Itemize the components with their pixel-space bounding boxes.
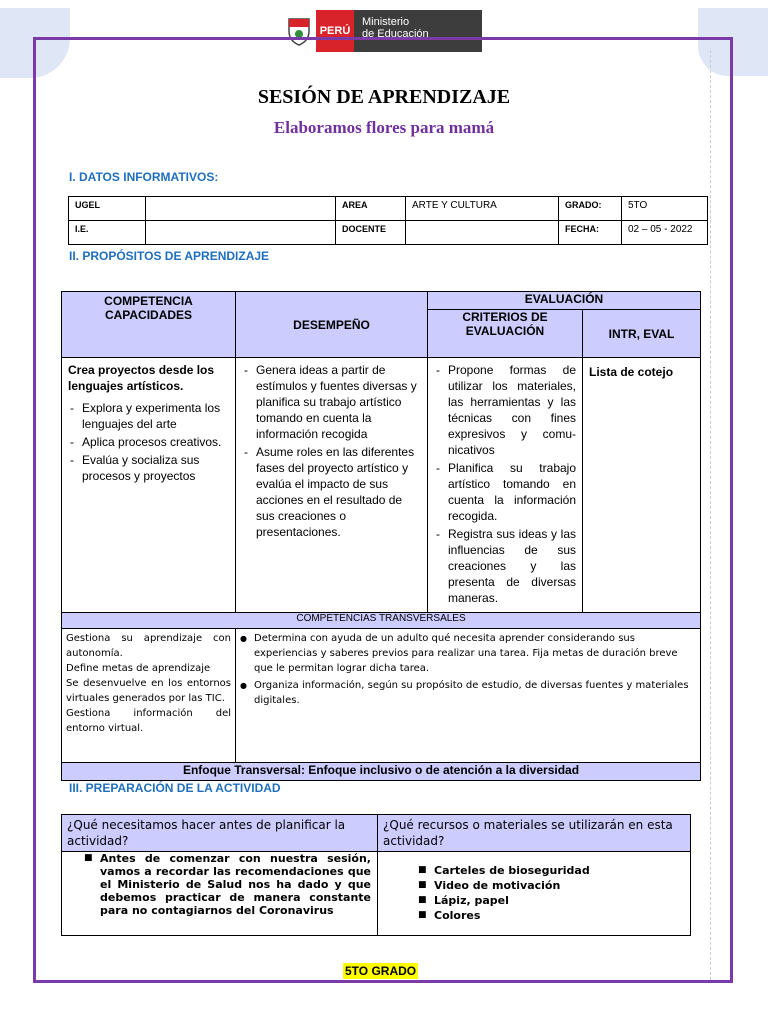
docente-value xyxy=(406,221,559,245)
ugel-value xyxy=(146,197,336,221)
page-title: SESIÓN DE APRENDIZAJE xyxy=(257,86,511,108)
capacidad-item: - Evalúa y socializa sus procesos y proyectos xyxy=(68,452,229,484)
page-subtitle: Elaboramos flores para mamá xyxy=(273,118,495,137)
section-propositos: II. PROPÓSITOS DE APRENDIZAJE xyxy=(69,249,270,263)
header-criterios: CRITERIOS DE EVALUACIÓN xyxy=(428,310,583,358)
recurso-item: ■ Colores xyxy=(420,909,684,922)
margin-guide xyxy=(710,50,711,980)
criterios-list xyxy=(434,362,576,606)
criterio-item: - Propone formas de utilizar los materiales, las herramientas y las técnicas con fines expresivos y comu-nicativos xyxy=(434,362,576,458)
grado-value: 5TO xyxy=(622,197,708,221)
section-preparacion: III. PREPARACIÓN DE LA ACTIVIDAD xyxy=(69,781,281,795)
transversal-item: Gestiona su aprendizaje con autonomía. xyxy=(66,633,231,659)
antes-cell xyxy=(62,852,378,936)
grade-badge: 5TO GRADO xyxy=(345,964,417,978)
transversal-item: Define metas de aprendizaje xyxy=(66,663,211,674)
transversal-competencias-cell xyxy=(62,629,236,763)
ugel-label: UGEL xyxy=(69,197,146,221)
ministry-line2: de Educación xyxy=(362,28,429,40)
capacidades-list xyxy=(68,400,229,484)
capacidad-item: - Explora y experimenta los lenguajes del arte xyxy=(68,400,229,432)
header-transversales: COMPETENCIAS TRANSVERSALES xyxy=(62,613,701,629)
antes-item: ■ Antes de comenzar con nuestra sesión, vamos a recordar las recomendaciones que el Ministerio de Salud nos ha dado y que debemos practicar de manera constante para no contagiarnos del Coronavirus xyxy=(86,852,371,917)
peru-label: PERÚ xyxy=(316,10,354,52)
fecha-value: 02 – 05 - 2022 xyxy=(622,221,708,245)
header-competencia: COMPETENCIA CAPACIDADES xyxy=(62,292,236,358)
desempeno-item: - Genera ideas a partir de estímulos y fuentes diversas y planifica su trabajo artístico tomando en cuenta la información recogida xyxy=(242,362,421,442)
transversal-desempeno-item: ● Organiza información, según su propósito de estudio, de diversas fuentes y materiales digitales. xyxy=(240,678,696,708)
antes-list xyxy=(86,852,371,917)
enfoque-transversal: Enfoque Transversal: Enfoque inclusivo o de atención a la diversidad xyxy=(62,763,701,781)
competencia-title: Crea proyectos desde los lenguajes artísticos. xyxy=(68,363,215,393)
recursos-list xyxy=(408,864,684,922)
header-evaluacion: EVALUACIÓN xyxy=(428,292,701,310)
header-recursos: ¿Qué recursos o materiales se utilizarán en esta actividad? xyxy=(378,815,691,852)
header-antes: ¿Qué necesitamos hacer antes de planificar la actividad? xyxy=(62,815,378,852)
area-label: AREA xyxy=(336,197,406,221)
transversal-desempeno-item: ● Determina con ayuda de un adulto qué necesita aprender considerando sus experiencias y saberes previos para realizar una tarea. Fija metas de duración breve que le permitan lograr dicha tarea. xyxy=(240,631,696,676)
recurso-item: ■ Carteles de bioseguridad xyxy=(420,864,684,877)
area-value: ARTE Y CULTURA xyxy=(406,197,559,221)
recursos-cell xyxy=(378,852,691,936)
header-instrumento: INTR, EVAL xyxy=(583,310,701,358)
transversal-item: Gestiona información del entorno virtual. xyxy=(66,708,231,734)
preparacion-table xyxy=(61,814,691,936)
recurso-item: ■ Video de motivación xyxy=(420,879,684,892)
desempeno-item: - Asume roles en las diferentes fases del proyecto artístico y evalúa el impacto de sus acciones en el resultado de sus creaciones o presentaciones. xyxy=(242,444,421,540)
datos-table xyxy=(68,196,708,245)
transversal-desempenos-cell xyxy=(236,629,701,763)
capacidad-item: - Aplica procesos creativos. xyxy=(68,434,229,450)
transversal-desempenos-list xyxy=(240,631,696,708)
propositos-table xyxy=(61,291,701,781)
recurso-item: ■ Lápiz, papel xyxy=(420,894,684,907)
instrumento-cell: Lista de cotejo xyxy=(583,358,701,613)
header-desempeno: DESEMPEÑO xyxy=(236,292,428,358)
fecha-label: FECHA: xyxy=(559,221,622,245)
ie-value xyxy=(146,221,336,245)
desempeno-cell xyxy=(236,358,428,613)
docente-label: DOCENTE xyxy=(336,221,406,245)
competencia-cell xyxy=(62,358,236,613)
criterios-cell xyxy=(428,358,583,613)
criterio-item: - Registra sus ideas y las influencias de sus creaciones y las presenta de diversas maneras. xyxy=(434,526,576,606)
grado-label: GRADO: xyxy=(559,197,622,221)
criterio-item: - Planifica su trabajo artístico tomando en cuenta la información recogida. xyxy=(434,460,576,524)
ministry-line1: Ministerio xyxy=(362,16,410,28)
desempenos-list xyxy=(242,362,421,540)
section-datos-informativos: I. DATOS INFORMATIVOS: xyxy=(69,170,219,184)
transversal-item: Se desenvuelve en los entornos virtuales generados por las TIC. xyxy=(66,678,231,704)
ie-label: I.E. xyxy=(69,221,146,245)
